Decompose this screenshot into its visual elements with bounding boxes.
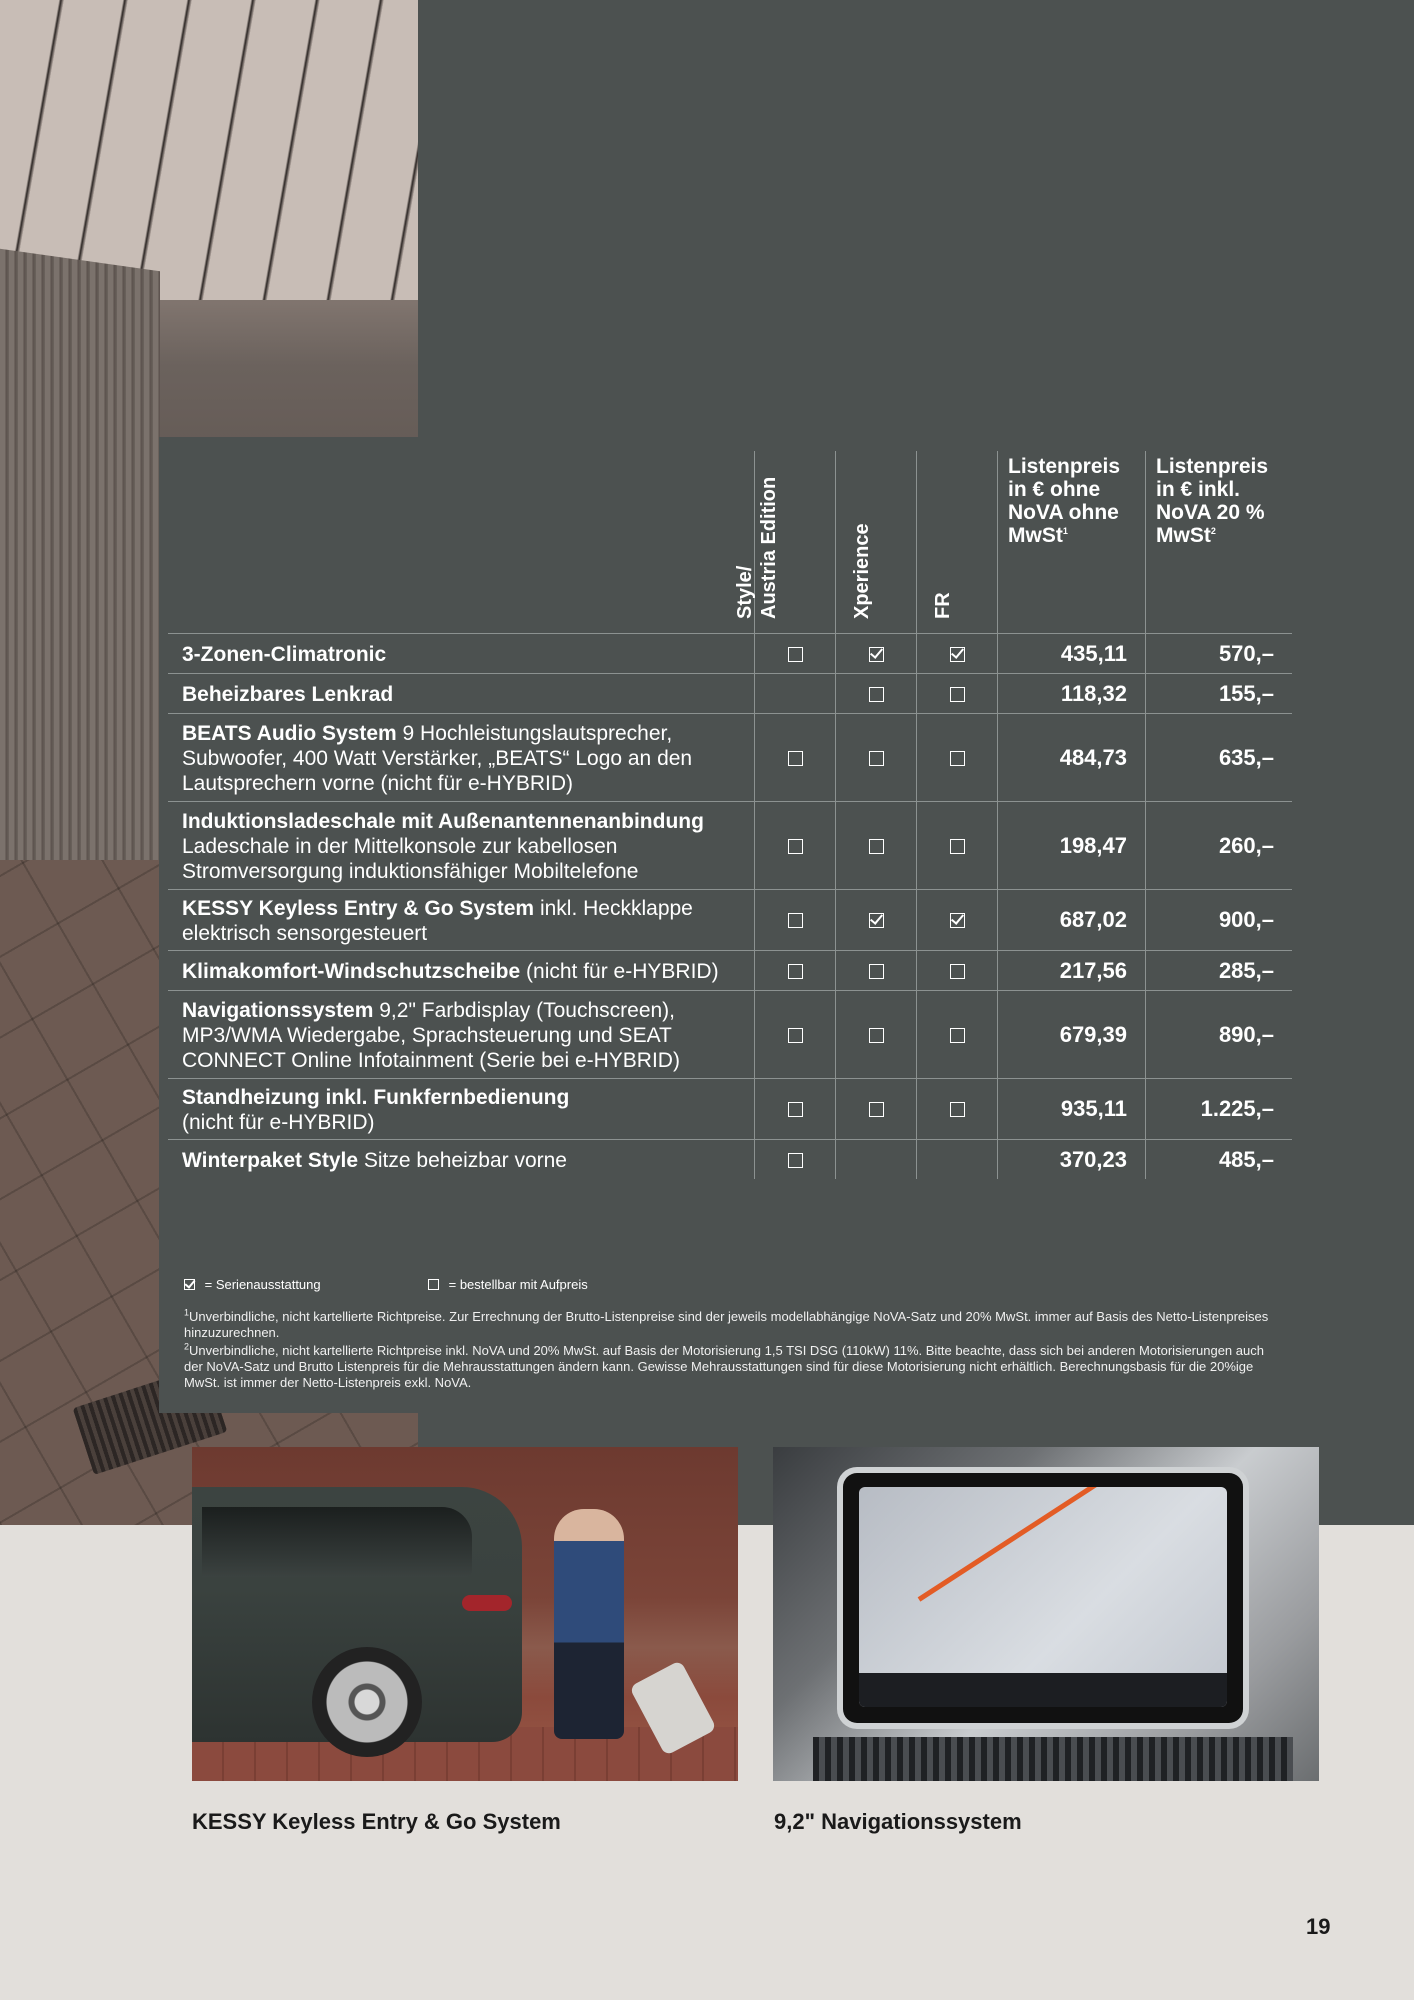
row-title: BEATS Audio System bbox=[182, 722, 397, 745]
price-value: 687,02 bbox=[1059, 907, 1127, 932]
row-description: Ladeschale in der Mittelkonsole zur kabellosen Stromversorgung induktionsfähiger Mobiltelefone bbox=[182, 835, 639, 883]
cell-style bbox=[754, 991, 835, 1078]
route-line bbox=[918, 1487, 1139, 1602]
table-row bbox=[168, 633, 1292, 673]
price-value: 890,– bbox=[1218, 1021, 1274, 1047]
price-value: 435,11 bbox=[1060, 640, 1127, 666]
page-number: 19 bbox=[1306, 1914, 1331, 1939]
row-title: KESSY Keyless Entry & Go System bbox=[182, 897, 535, 920]
empty-box-icon bbox=[950, 839, 965, 854]
cell-fr bbox=[916, 991, 997, 1078]
checked-box-icon bbox=[950, 647, 965, 662]
empty-box-icon bbox=[788, 913, 803, 928]
price-value: 155,– bbox=[1218, 680, 1274, 706]
row-title: Navigationssystem bbox=[182, 999, 374, 1022]
empty-box-icon bbox=[950, 1028, 965, 1043]
footnote-2: $^2$Unverbindliche, nicht kartellierte Richtpreise inkl. NoVA und 20% MwSt. auf Basis der Motorisierung 1,5 TSI DSG (110kW) 11%. Bitte beachte, dass sich bei anderen Motorisierungen auch der NoVA-Satz und Brutto Listenpreis für die Mehrausstattungen ändern kann. Gewisse Mehrausstattungen sind für diese Motorisierung nicht erhältlich. Berechnungsbasis für die 20%ige MwSt. ist immer der Netto-Listenpreis exkl. NoVA. bbox=[184, 1341, 1264, 1390]
person-walking bbox=[554, 1509, 624, 1739]
row-label bbox=[182, 1148, 756, 1173]
col-header-fr: FR bbox=[916, 451, 997, 633]
cell-price-net bbox=[997, 714, 1145, 801]
price-value: 900,– bbox=[1218, 907, 1274, 932]
cell-price-net bbox=[997, 802, 1145, 889]
cell-price-net bbox=[997, 674, 1145, 713]
cell-xperience bbox=[835, 674, 916, 713]
price-value: 570,– bbox=[1218, 640, 1274, 666]
empty-box-icon bbox=[869, 964, 884, 979]
navigation-photo bbox=[773, 1447, 1319, 1781]
price-value: 1.225,– bbox=[1200, 1096, 1274, 1121]
col-header-price-gross: Listenpreis in € inkl. NoVA 20 % MwSt$^2$ bbox=[1145, 451, 1292, 633]
caption-navigation: 9,2" Navigationssystem bbox=[774, 1809, 1022, 1834]
cell-price-gross bbox=[1145, 674, 1292, 713]
facade-panel bbox=[0, 0, 418, 300]
row-description: (nicht für e-HYBRID) bbox=[520, 960, 719, 983]
price-value: 679,39 bbox=[1059, 1021, 1127, 1047]
row-description: 9,2" Farbdisplay (Touchscreen), MP3/WMA Wiedergabe, Sprachsteuerung und SEAT CONNECT Online Infotainment (Serie bei e-HYBRID) bbox=[182, 999, 680, 1072]
cell-price-gross bbox=[1145, 951, 1292, 990]
empty-box-icon bbox=[869, 751, 884, 766]
cell-fr bbox=[916, 1140, 997, 1179]
empty-box-icon bbox=[950, 1102, 965, 1117]
row-label bbox=[182, 682, 756, 707]
row-description: inkl. Heckklappe elektrisch sensorgesteuert bbox=[182, 897, 693, 945]
checked-box-icon bbox=[869, 647, 884, 662]
row-label bbox=[182, 721, 756, 796]
row-label bbox=[182, 959, 756, 984]
empty-box-icon bbox=[869, 687, 884, 702]
table-row bbox=[168, 1078, 1292, 1139]
cell-price-net bbox=[997, 951, 1145, 990]
col-header-price-net: Listenpreis in € ohne NoVA ohne MwSt$^1$ bbox=[997, 451, 1145, 633]
row-label bbox=[182, 1085, 756, 1135]
concrete-wall bbox=[0, 249, 160, 911]
cell-price-net bbox=[997, 890, 1145, 950]
table-row bbox=[168, 713, 1292, 801]
price-value: 118,32 bbox=[1060, 680, 1127, 706]
cell-price-gross bbox=[1145, 634, 1292, 673]
cell-fr bbox=[916, 634, 997, 673]
cell-price-net bbox=[997, 1079, 1145, 1139]
cell-fr bbox=[916, 802, 997, 889]
cell-fr bbox=[916, 714, 997, 801]
row-title: Standheizung inkl. Funkfernbedienung bbox=[182, 1086, 570, 1109]
cell-price-gross bbox=[1145, 802, 1292, 889]
cell-xperience bbox=[835, 802, 916, 889]
footnote-1: $^1$Unverbindliche, nicht kartellierte Richtpreise. Zur Errechnung der Brutto-Listenpreise sind der jeweils modellabhängige NoVA-Satz und 20% MwSt. immer auf Basis des Netto-Listenpreises hinzuzurechnen. bbox=[184, 1307, 1269, 1340]
cell-fr bbox=[916, 890, 997, 950]
table-header bbox=[168, 451, 1292, 633]
kessy-photo bbox=[192, 1447, 738, 1781]
table-body bbox=[168, 633, 1292, 1179]
cell-style bbox=[754, 1140, 835, 1179]
row-description: (nicht für e-HYBRID) bbox=[182, 1111, 375, 1134]
cell-price-gross bbox=[1145, 890, 1292, 950]
empty-box-icon bbox=[788, 1153, 803, 1168]
price-value: 635,– bbox=[1218, 744, 1274, 770]
table-row bbox=[168, 801, 1292, 889]
nav-screen bbox=[859, 1487, 1227, 1707]
empty-box-icon bbox=[788, 1028, 803, 1043]
price-value: 484,73 bbox=[1059, 744, 1127, 770]
row-title: Beheizbares Lenkrad bbox=[182, 683, 394, 706]
cell-xperience bbox=[835, 714, 916, 801]
cell-xperience bbox=[835, 890, 916, 950]
table-row bbox=[168, 990, 1292, 1078]
empty-box-icon bbox=[869, 1102, 884, 1117]
empty-box-icon bbox=[788, 839, 803, 854]
checked-box-icon bbox=[869, 913, 884, 928]
cell-price-gross bbox=[1145, 1079, 1292, 1139]
row-label bbox=[182, 809, 756, 884]
caption-kessy: KESSY Keyless Entry & Go System bbox=[192, 1809, 561, 1834]
wheel bbox=[312, 1647, 422, 1757]
empty-box-icon bbox=[869, 839, 884, 854]
row-title: Klimakomfort-Windschutzscheibe bbox=[182, 960, 521, 983]
price-value: 485,– bbox=[1218, 1146, 1274, 1172]
empty-box-icon bbox=[788, 751, 803, 766]
legend-standard: = Serienausstattung bbox=[184, 1276, 321, 1292]
empty-box-icon bbox=[788, 964, 803, 979]
cell-style bbox=[754, 802, 835, 889]
cell-xperience bbox=[835, 951, 916, 990]
cell-fr bbox=[916, 1079, 997, 1139]
cell-style bbox=[754, 634, 835, 673]
cell-xperience bbox=[835, 991, 916, 1078]
empty-box-icon bbox=[869, 1028, 884, 1043]
cell-style bbox=[754, 674, 835, 713]
table-row bbox=[168, 889, 1292, 950]
cell-price-gross bbox=[1145, 714, 1292, 801]
cell-price-net bbox=[997, 991, 1145, 1078]
price-value: 370,23 bbox=[1059, 1146, 1127, 1172]
empty-box-icon bbox=[428, 1279, 439, 1290]
price-value: 260,– bbox=[1218, 832, 1274, 858]
cell-xperience bbox=[835, 1140, 916, 1179]
cell-style bbox=[754, 714, 835, 801]
empty-box-icon bbox=[950, 751, 965, 766]
row-label bbox=[182, 642, 756, 667]
checked-box-icon bbox=[950, 913, 965, 928]
empty-box-icon bbox=[950, 687, 965, 702]
col-header-style: Style/ Austria Edition bbox=[754, 451, 835, 633]
air-vent bbox=[813, 1737, 1293, 1781]
cell-price-gross bbox=[1145, 1140, 1292, 1179]
price-value: 217,56 bbox=[1059, 957, 1127, 983]
price-value: 285,– bbox=[1218, 957, 1274, 983]
row-title: Winterpaket Style bbox=[182, 1149, 359, 1172]
row-title: 3-Zonen-Climatronic bbox=[182, 643, 387, 666]
row-label bbox=[182, 998, 756, 1073]
table-row bbox=[168, 1139, 1292, 1179]
equipment-table bbox=[168, 451, 1292, 1179]
row-description: 9 Hochleistungslautsprecher, Subwoofer, 400 Watt Verstärker, „BEATS“ Logo an den Lautsprechern vorne (nicht für e-HYBRID) bbox=[182, 722, 693, 795]
cell-price-gross bbox=[1145, 991, 1292, 1078]
cell-style bbox=[754, 951, 835, 990]
price-value: 198,47 bbox=[1059, 832, 1127, 858]
checked-box-icon bbox=[184, 1279, 195, 1290]
cell-xperience bbox=[835, 634, 916, 673]
table-row bbox=[168, 673, 1292, 713]
cell-price-net bbox=[997, 634, 1145, 673]
footnotes bbox=[184, 1309, 1284, 1393]
empty-box-icon bbox=[950, 964, 965, 979]
cell-style bbox=[754, 1079, 835, 1139]
row-title: Induktionsladeschale mit Außenantennenanbindung bbox=[182, 810, 704, 833]
row-label bbox=[182, 896, 756, 946]
empty-box-icon bbox=[788, 647, 803, 662]
cell-price-net bbox=[997, 1140, 1145, 1179]
col-header-xperience: Xperience bbox=[835, 451, 916, 633]
legend-optional: = bestellbar mit Aufpreis bbox=[428, 1276, 588, 1292]
row-description: Sitze beheizbar vorne bbox=[358, 1149, 567, 1172]
cell-style bbox=[754, 890, 835, 950]
empty-box-icon bbox=[788, 1102, 803, 1117]
cell-xperience bbox=[835, 1079, 916, 1139]
table-row bbox=[168, 950, 1292, 990]
cell-fr bbox=[916, 951, 997, 990]
price-value: 935,11 bbox=[1060, 1096, 1127, 1121]
cell-fr bbox=[916, 674, 997, 713]
